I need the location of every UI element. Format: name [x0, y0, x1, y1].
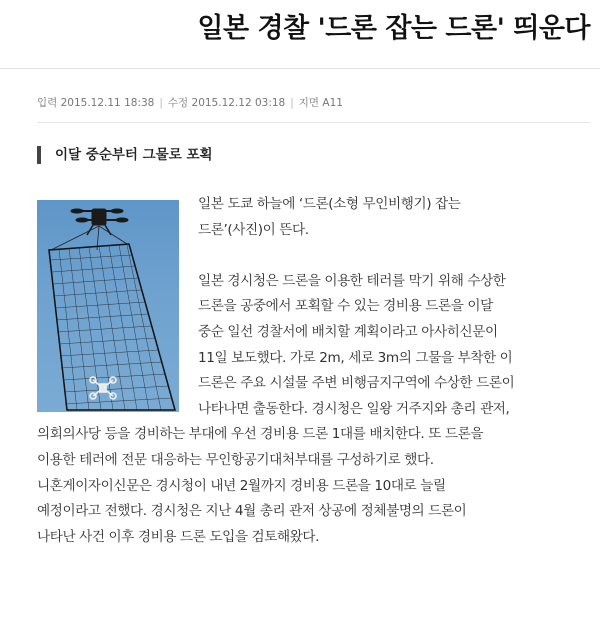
body-line: 의회의사당 등을 경비하는 부대에 우선 경비용 드론 1대를 배치한다. 또 드론을 [37, 426, 484, 443]
body-line: 드론’(사진)이 뜬다. [198, 221, 309, 238]
body-line: 나타난 사건 이후 경비용 드론 도입을 검토해왔다. [37, 528, 320, 545]
meta-separator: | [159, 97, 163, 109]
body-line: 일본 경시청은 드론을 이용한 테러를 막기 위해 수상한 [198, 272, 506, 289]
article-title: 일본 경찰 '드론 잡는 드론' 띄운다 [197, 13, 590, 44]
body-line: 니혼게이자이신문은 경시청이 내년 2월까지 경비용 드론을 10대로 늘릴 [37, 477, 446, 494]
drone-with-net-illustration [37, 200, 179, 412]
body-line: 이용한 테러에 전문 대응하는 무인항공기대처부대를 구성하기로 했다. [37, 451, 434, 468]
drone-photo [37, 200, 179, 412]
body-line: 11일 보도했다. 가로 2m, 세로 3m의 그물을 부착한 이 [198, 349, 513, 366]
body-line: 중순 일선 경찰서에 배치할 계획이라고 아사히신문이 [198, 323, 498, 340]
body-line: 드론은 주요 시설물 주변 비행금지구역에 수상한 드론이 [198, 375, 515, 392]
page-number: 지면 A11 [298, 97, 343, 109]
body-line: 일본 도쿄 하늘에 ‘드론(소형 무인비행기) 잡는 [198, 196, 461, 212]
captured-drone-icon [90, 377, 116, 399]
edit-date: 수정 2015.12.12 03:18 [167, 97, 286, 109]
article-meta [37, 95, 343, 110]
input-date: 입력 2015.12.11 18:38 [37, 97, 155, 109]
body-line: 나타나면 출동한다. 경시청은 일왕 거주지와 총리 관저, [198, 400, 510, 417]
top-divider [0, 68, 600, 69]
meta-divider [37, 122, 590, 123]
meta-separator: | [290, 97, 294, 109]
body-line: 예정이라고 전했다. 경시청은 지난 4월 총리 관저 상공에 정체불명의 드론이 [37, 503, 467, 520]
drone-icon [71, 209, 128, 235]
net-mesh [51, 245, 172, 410]
article-subheading: 이달 중순부터 그물로 포획 [37, 146, 213, 164]
body-line: 드론을 공중에서 포획할 수 있는 경비용 드론을 이달 [198, 298, 493, 315]
